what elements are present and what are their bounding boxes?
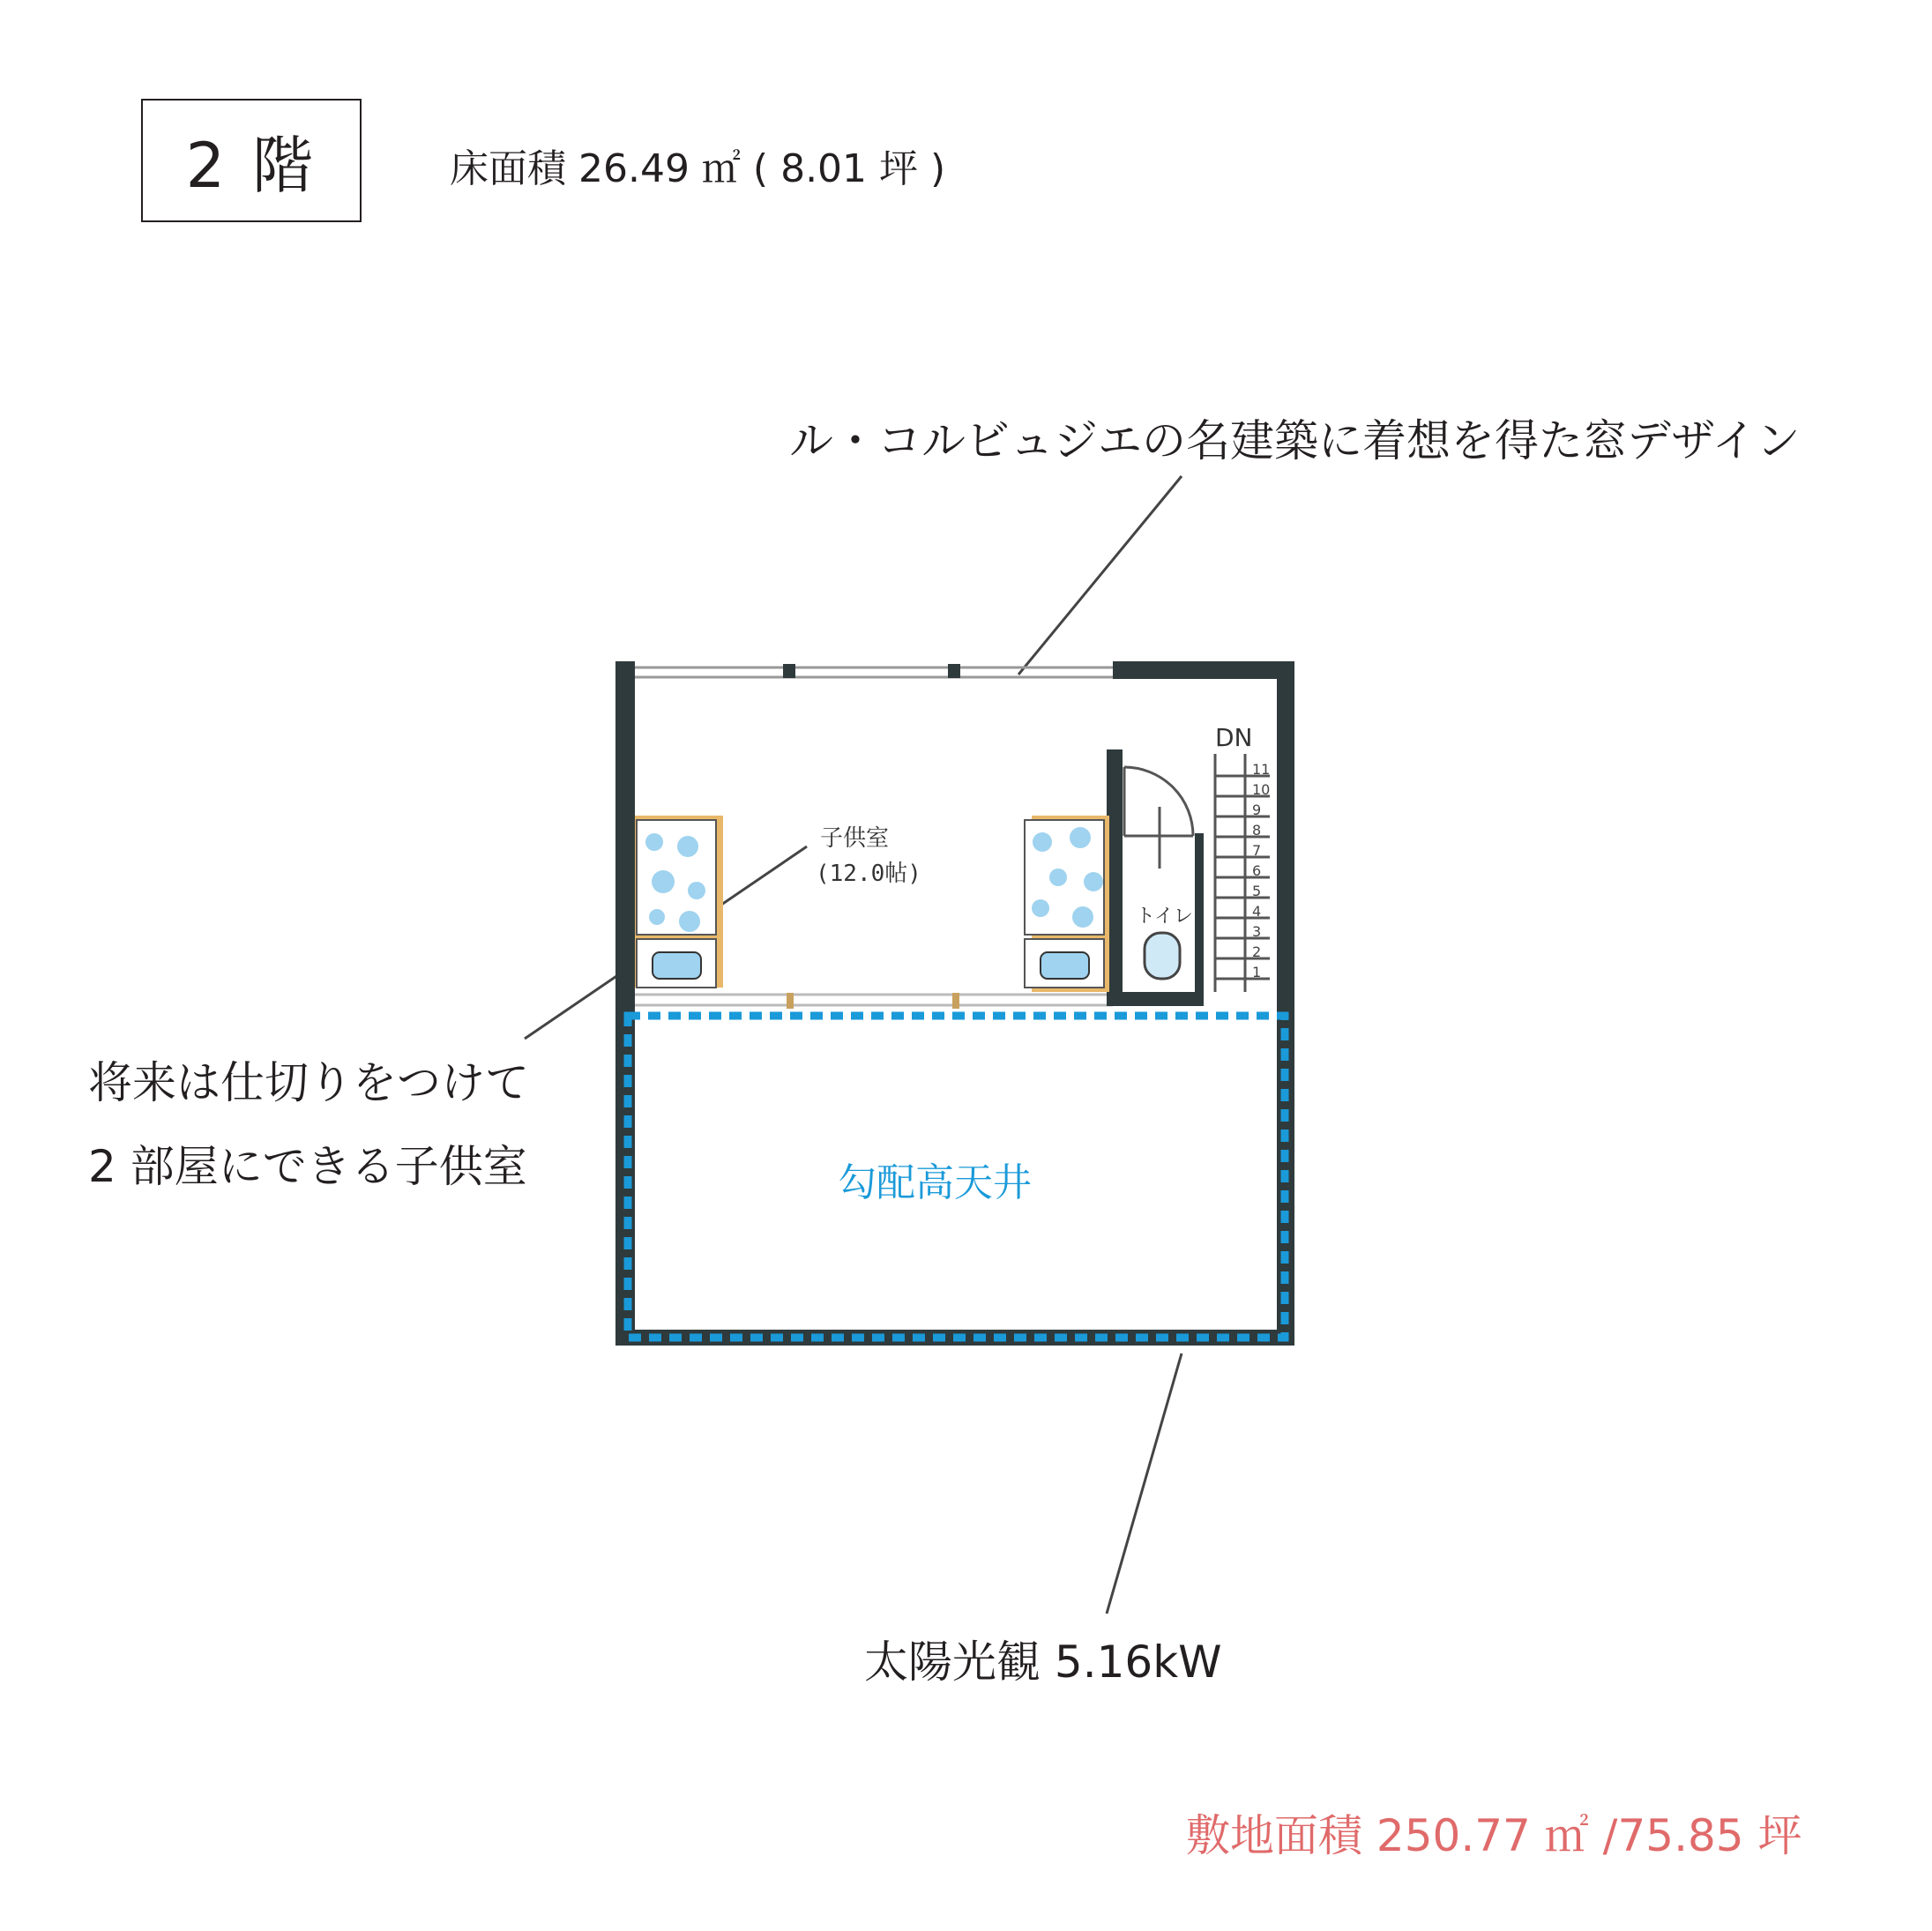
annotation-window-design: ル・コルビュジエの名建築に着想を得た窓デザイン <box>789 415 1801 466</box>
annotation-partition-line1: 将来は仕切りをつけて <box>88 1057 529 1108</box>
floor-label: 2 階 <box>185 129 317 202</box>
ceiling-label: 勾配高天井 <box>838 1160 1032 1205</box>
window-mullion <box>948 664 960 678</box>
stair-direction: DN <box>1215 723 1253 752</box>
stair-step-number: 9 <box>1252 801 1262 818</box>
top-window <box>635 667 1113 677</box>
bed-right <box>1025 816 1109 992</box>
annotation-partition-line2: 2 部屋にできる子供室 <box>88 1141 527 1192</box>
stair-step-number: 4 <box>1252 903 1262 920</box>
partition-line <box>635 995 1113 1005</box>
stair-step-number: 11 <box>1252 761 1271 778</box>
stair-step-number: 8 <box>1252 822 1262 839</box>
leader-line-solar <box>1107 1353 1182 1614</box>
window-mullion <box>783 664 795 678</box>
stair-step-number: 5 <box>1252 883 1262 899</box>
bed-left <box>635 816 723 988</box>
leader-line-window <box>1018 476 1182 675</box>
room-size: (12.0帖) <box>816 861 921 887</box>
floor-area: 床面積 26.49 ㎡ ( 8.01 坪 ) <box>450 146 946 191</box>
stair-step-number: 2 <box>1252 943 1262 960</box>
site-area: 敷地面積 250.77 ㎡ /75.85 坪 <box>1186 1810 1802 1861</box>
stair-step-number: 7 <box>1252 842 1262 859</box>
stair-step-number: 1 <box>1252 964 1262 980</box>
room-name: 子供室 <box>820 825 890 852</box>
stair-step-number: 6 <box>1252 862 1262 879</box>
stair-step-number: 3 <box>1252 923 1262 940</box>
stair-step-number: 10 <box>1252 781 1271 798</box>
toilet-bowl <box>1145 933 1180 979</box>
annotation-solar: 太陽光観 5.16kW <box>864 1637 1222 1688</box>
toilet-label: トイレ <box>1136 906 1193 928</box>
